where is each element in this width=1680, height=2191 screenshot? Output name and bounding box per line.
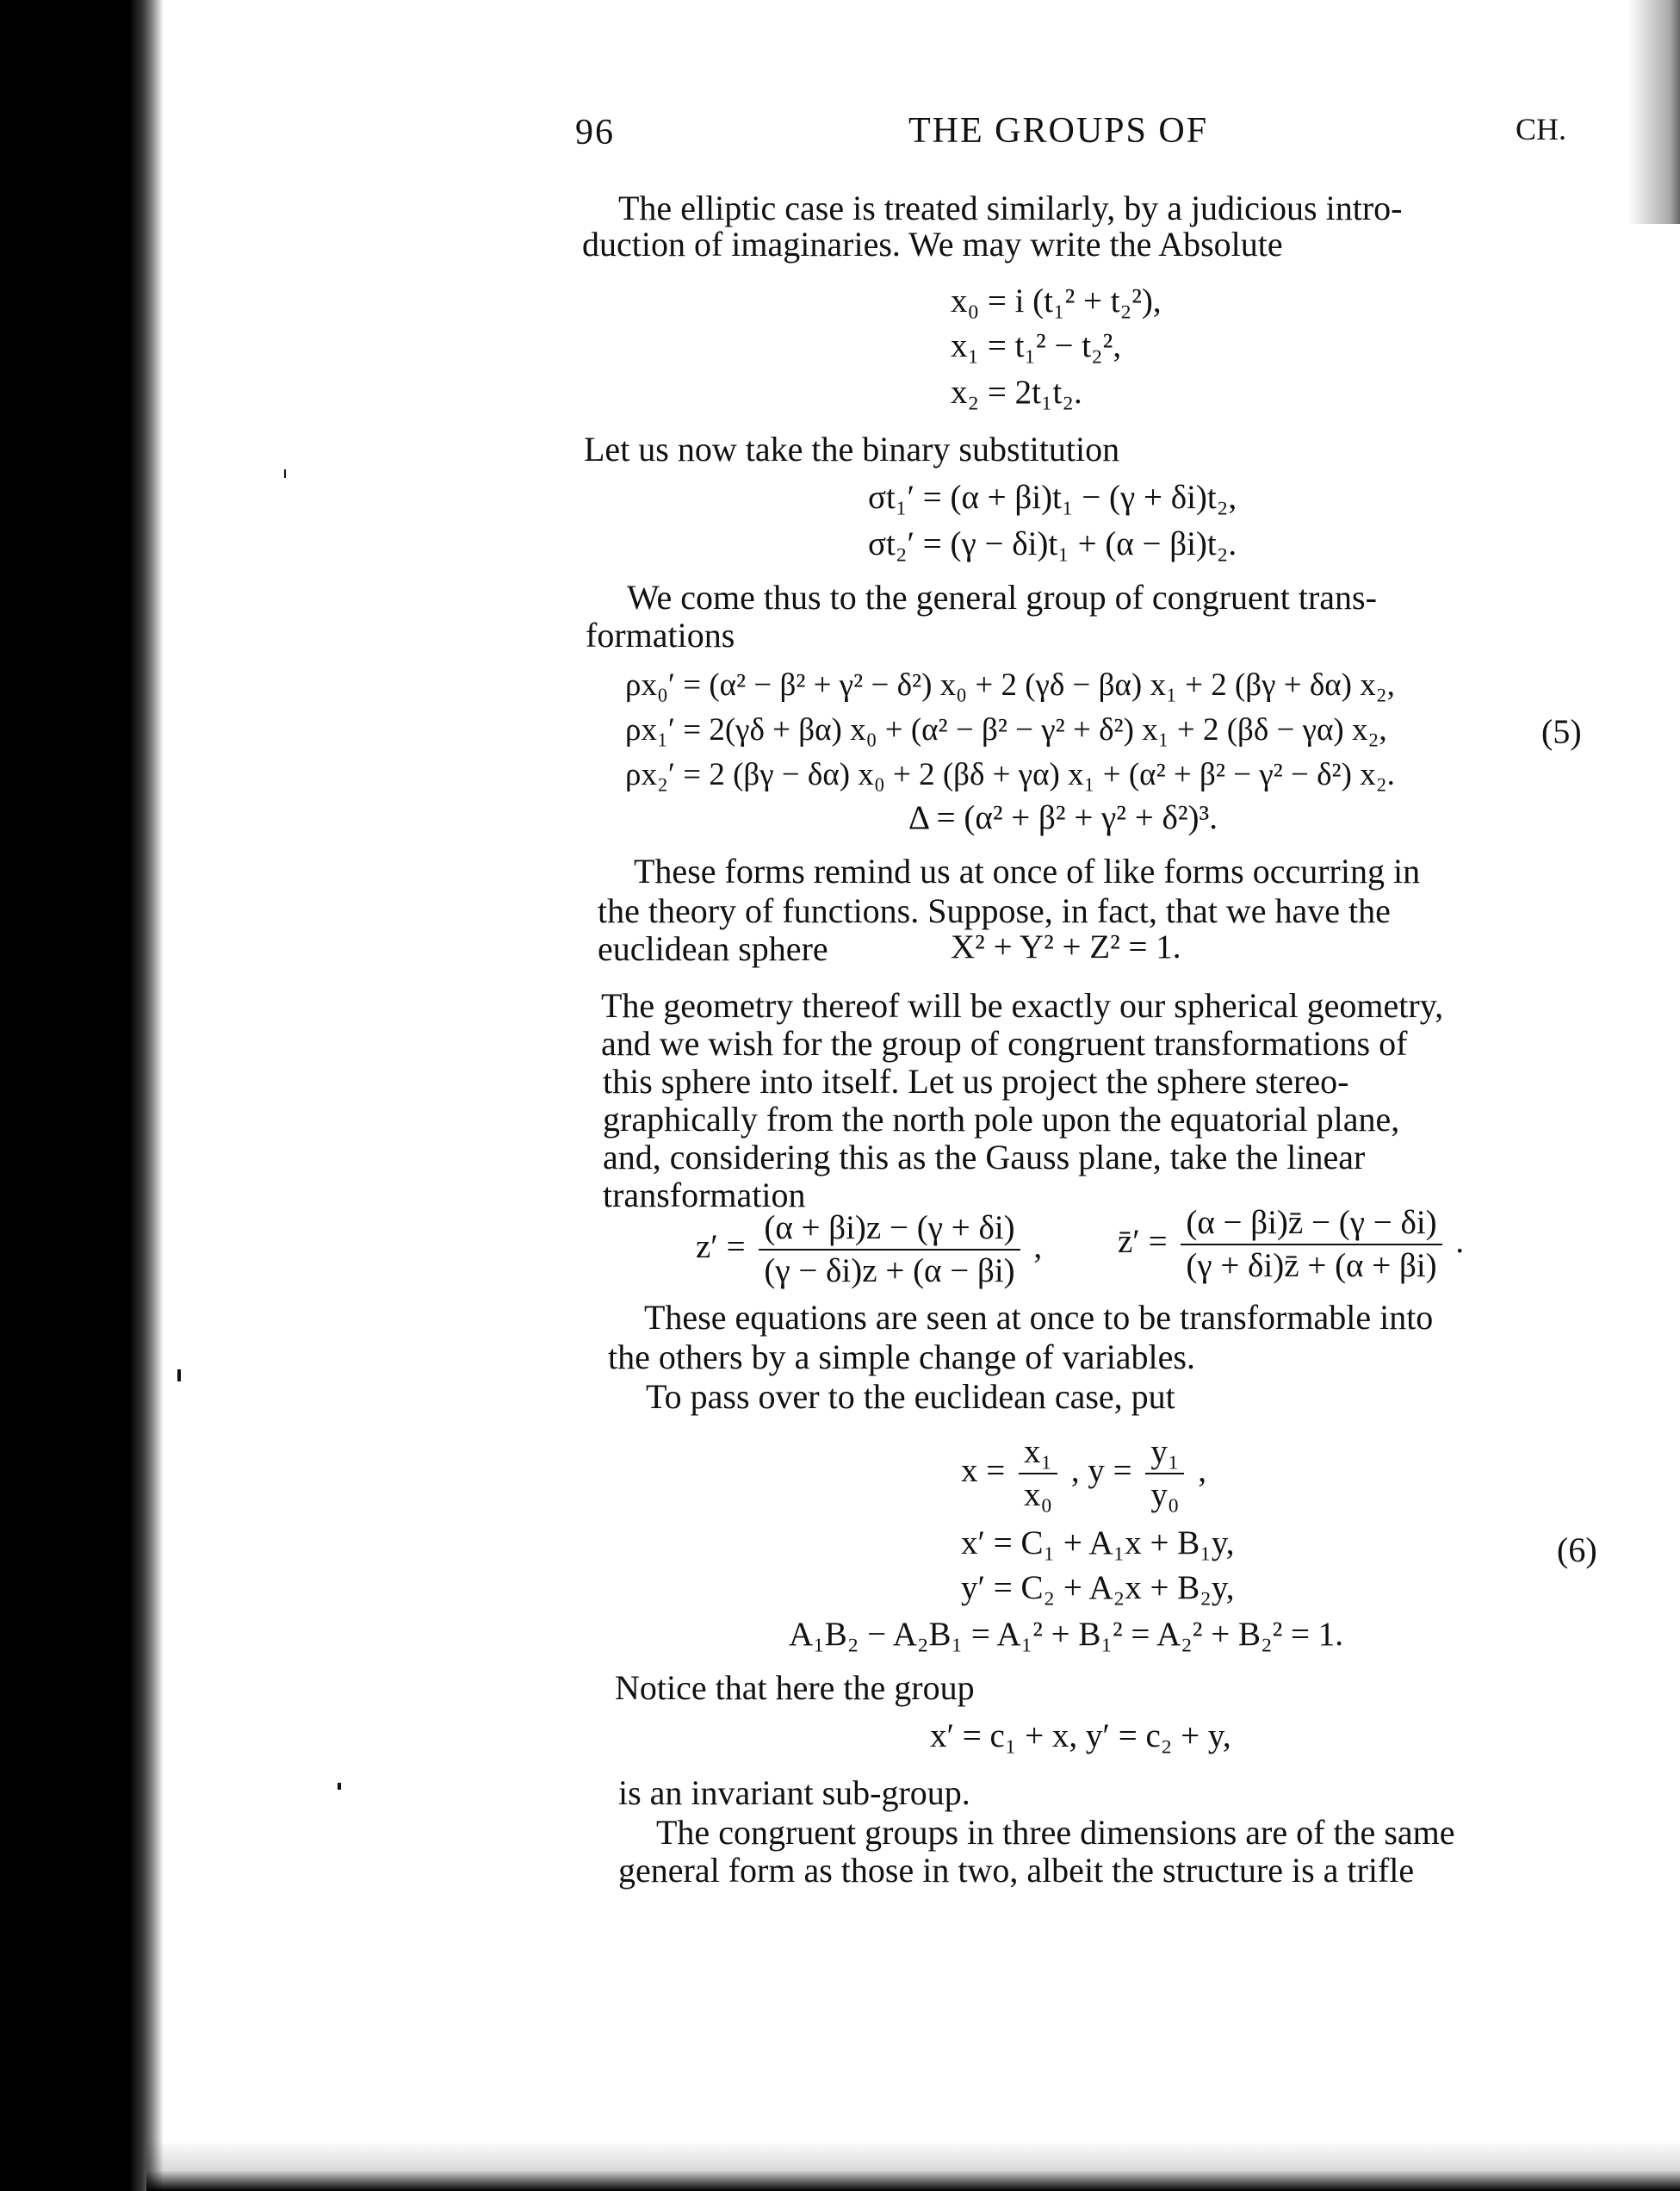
equation-lhs: x = — [961, 1451, 1006, 1489]
equation-fraction-z — [696, 1209, 1042, 1290]
fraction-denominator: x₀ — [1024, 1476, 1053, 1513]
equation-line: x₂ = 2t₁t₂. — [951, 374, 1082, 411]
equation-line: σt₁′ = (α + βi)t₁ − (γ + δi)t₂, — [868, 479, 1237, 516]
equation-line: x₀ = i (t₁² + t₂²), — [951, 282, 1162, 320]
equation-separator: , y = — [1070, 1451, 1132, 1489]
stray-mark — [177, 1369, 181, 1381]
equation-line: Δ = (α² + β² + γ² + δ²)³. — [908, 799, 1218, 836]
equation-number: (6) — [1557, 1530, 1597, 1569]
text-line: the theory of functions. Suppose, in fact, that we have the — [598, 891, 1391, 930]
stray-mark — [284, 469, 286, 478]
page-gutter-shadow — [0, 0, 164, 2191]
equation-line: x′ = C₁ + A₁x + B₁y, — [961, 1524, 1235, 1561]
equation-end: . — [1455, 1222, 1465, 1260]
equation-line: ρx₁′ = 2(γδ + βα) x₀ + (α² − β² − γ² + δ²) x₁ + 2 (βδ − γα) x₂, — [625, 712, 1387, 748]
equation-line: x₁ = t₁² − t₂², — [951, 327, 1122, 364]
text-line: and we wish for the group of congruent transformations of — [601, 1024, 1408, 1063]
fraction — [759, 1209, 1020, 1290]
text-line: We come thus to the general group of congruent trans- — [627, 578, 1377, 617]
equation-end: , — [1198, 1451, 1206, 1489]
fraction — [1181, 1204, 1441, 1285]
fraction-numerator: y₁ — [1145, 1433, 1184, 1474]
fraction — [1019, 1433, 1057, 1514]
fraction-numerator: (α − βi)z̄ − (γ − δi) — [1181, 1204, 1441, 1245]
text-line: euclidean sphere — [598, 929, 828, 968]
equation-lhs: z′ = — [696, 1227, 746, 1265]
text-line: These forms remind us at once of like forms occurring in — [634, 852, 1421, 891]
text-line: The geometry thereof will be exactly our spherical geometry, — [601, 986, 1444, 1025]
text-line: Notice that here the group — [615, 1668, 975, 1707]
text-line: is an invariant sub-group. — [618, 1773, 970, 1812]
fraction-denominator: (γ + δi)z̄ + (α + βi) — [1186, 1247, 1437, 1284]
fraction — [1145, 1433, 1184, 1514]
equation-line: ρx₂′ = 2 (βγ − δα) x₀ + 2 (βδ + γα) x₁ + (α² + β² − γ² − δ²) x₂. — [625, 757, 1395, 792]
chapter-label: CH. — [1516, 112, 1567, 146]
text-line: and, considering this as the Gauss plane, take the linear — [603, 1138, 1366, 1176]
page-number: 96 — [575, 113, 615, 152]
text-line: The elliptic case is treated similarly, by a judicious intro- — [618, 189, 1403, 227]
text-line: the others by a simple change of variables. — [608, 1338, 1195, 1376]
text-line: The congruent groups in three dimensions are of the same — [656, 1813, 1455, 1852]
equation-line: A₁B₂ − A₂B₁ = A₁² + B₁² = A₂² + B₂² = 1. — [789, 1616, 1344, 1653]
equation-line: y′ = C₂ + A₂x + B₂y, — [961, 1569, 1235, 1606]
equation-line: ρx₀′ = (α² − β² + γ² − δ²) x₀ + 2 (γδ − βα) x₁ + 2 (βγ + δα) x₂, — [625, 667, 1395, 703]
page-bottom-shadow — [146, 2139, 1680, 2191]
equation-line: σt₂′ = (γ − δi)t₁ + (α − βi)t₂. — [868, 525, 1237, 562]
stray-mark — [338, 1783, 341, 1790]
equation-fraction-zbar — [1118, 1204, 1464, 1285]
fraction-denominator: (γ − δi)z + (α − βi) — [764, 1252, 1015, 1289]
equation-line: X² + Y² + Z² = 1. — [951, 928, 1181, 965]
text-line: duction of imaginaries. We may write the Absolute — [582, 225, 1283, 264]
equation-lhs: z̄′ = — [1118, 1222, 1168, 1260]
text-line: To pass over to the euclidean case, put — [646, 1377, 1175, 1416]
page-edge-curl — [1628, 0, 1680, 224]
text-line: transformation — [603, 1176, 806, 1214]
text-line: formations — [586, 616, 735, 655]
equation-number: (5) — [1541, 712, 1582, 751]
equation-fraction-xy — [961, 1433, 1206, 1514]
equation-line: x′ = c₁ + x, y′ = c₂ + y, — [930, 1717, 1231, 1754]
text-line: These equations are seen at once to be transformable into — [644, 1298, 1434, 1337]
text-line: Let us now take the binary substitution — [584, 430, 1120, 469]
running-title: THE GROUPS OF — [908, 111, 1209, 151]
fraction-numerator: x₁ — [1019, 1433, 1057, 1474]
text-line: this sphere into itself. Let us project the sphere stereo- — [603, 1062, 1349, 1101]
text-line: general form as those in two, albeit the structure is a trifle — [618, 1851, 1415, 1890]
equation-separator: , — [1033, 1227, 1043, 1265]
fraction-denominator: y₀ — [1150, 1476, 1180, 1513]
text-line: graphically from the north pole upon the equatorial plane, — [603, 1100, 1400, 1139]
fraction-numerator: (α + βi)z − (γ + δi) — [759, 1209, 1020, 1251]
